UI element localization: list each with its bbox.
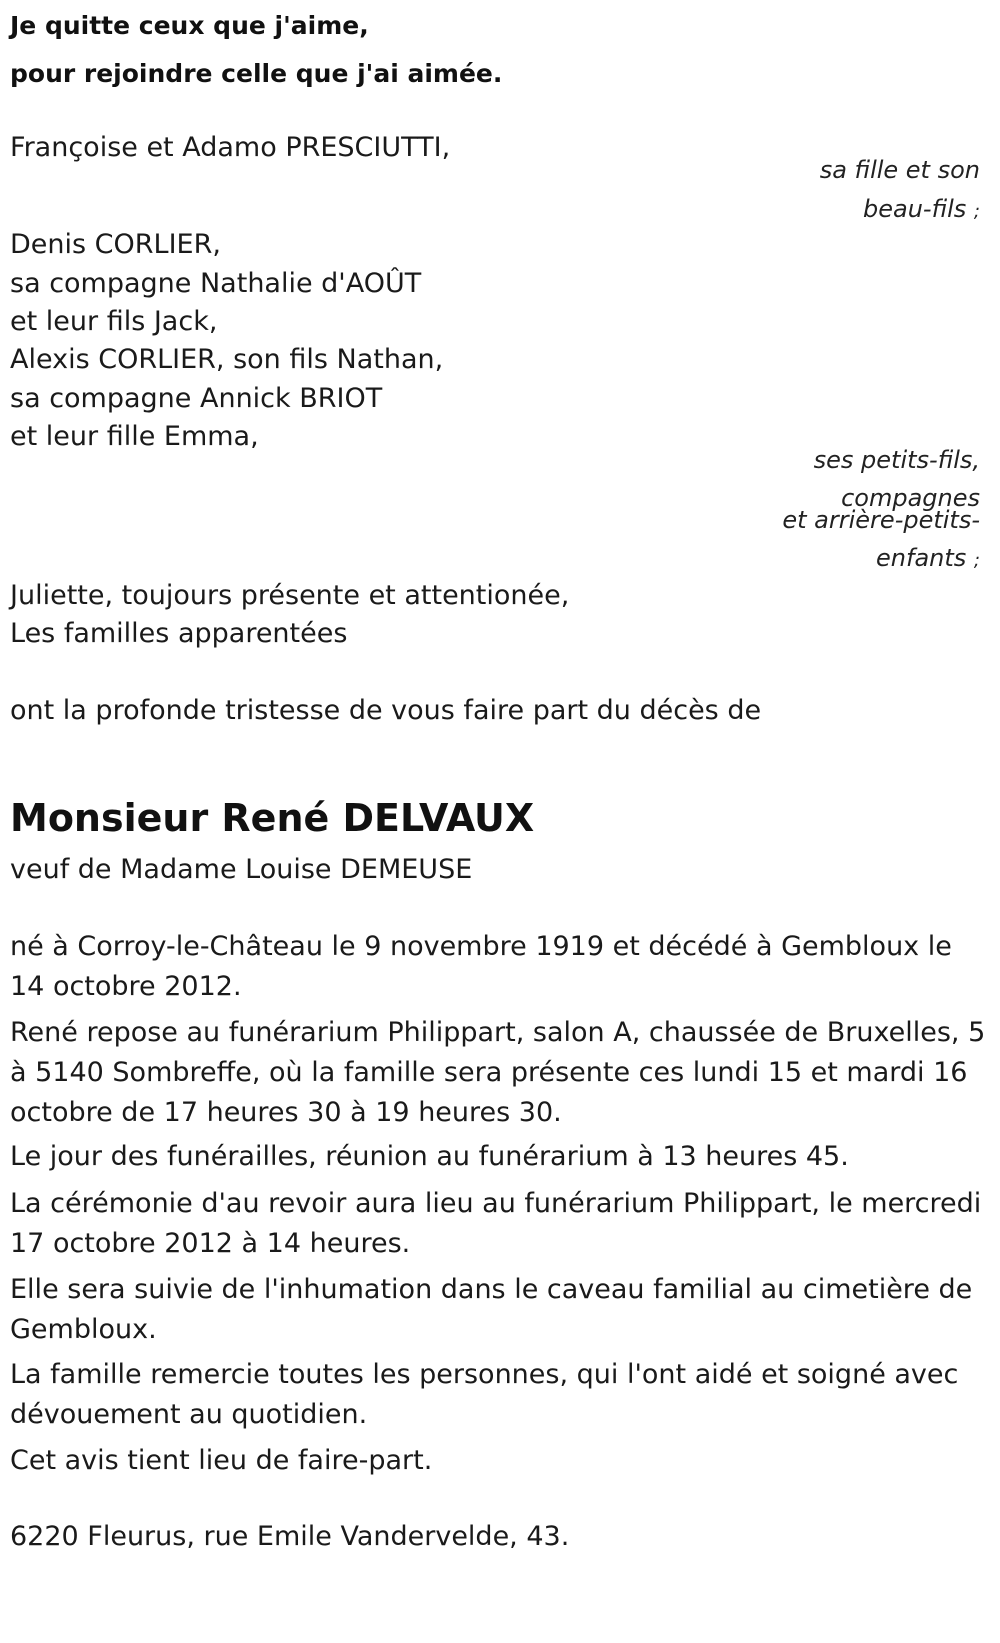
relation-group2-line-2: compagnes	[841, 484, 980, 512]
family-group2-line-2: sa compagne Nathalie d'AOÛT	[10, 268, 422, 299]
paragraph-funerarium: René repose au funérarium Philippart, salon A, chaussée de Bruxelles, 5 à 5140 Sombreffe, où la famille sera présente ces lundi 15 et mardi 16 octobre de 17 heures 30 à 19 heures 30.	[10, 1017, 986, 1128]
paragraph-burial: Elle sera suivie de l'inhumation dans le caveau familial au cimetière de Gembloux.	[10, 1274, 973, 1345]
motto-line-1: Je quitte ceux que j'aime,	[10, 11, 369, 40]
paragraph-notice: Cet avis tient lieu de faire-part.	[10, 1445, 433, 1476]
paragraph-thanks: La famille remercie toutes les personnes, qui l'ont aidé et soigné avec dévouement au quotidien.	[10, 1359, 959, 1430]
family-group2-line-4: Alexis CORLIER, son fils Nathan,	[10, 344, 444, 375]
family-group2-line-6: et leur fille Emma,	[10, 421, 259, 452]
announcement: ont la profonde tristesse de vous faire part du décès de	[10, 695, 762, 726]
family-group1-line-1: Françoise et Adamo PRESCIUTTI,	[10, 132, 451, 163]
relation-group2-line-4: enfants ;	[876, 544, 980, 572]
address: 6220 Fleurus, rue Emile Vandervelde, 43.	[10, 1521, 570, 1552]
widow-of: veuf de Madame Louise DEMEUSE	[10, 854, 473, 885]
family-group3-line-2: Les familles apparentées	[10, 618, 348, 649]
relation-group1-line-2: beau-fils ;	[863, 195, 980, 223]
motto-line-2: pour rejoindre celle que j'ai aimée.	[10, 59, 503, 88]
deceased-name: Monsieur René DELVAUX	[10, 796, 535, 840]
family-group3-line-1: Juliette, toujours présente et attentionée,	[10, 580, 570, 611]
relation-group1-line-1: sa fille et son	[819, 156, 980, 184]
family-group2-line-3: et leur fils Jack,	[10, 306, 218, 337]
paragraph-birth-death: né à Corroy-le-Château le 9 novembre 1919 et décédé à Gembloux le 14 octobre 2012.	[10, 931, 952, 1002]
family-group2-line-1: Denis CORLIER,	[10, 229, 221, 260]
relation-group2-line-1: ses petits-fils,	[813, 446, 980, 474]
paragraph-funeral-day: Le jour des funérailles, réunion au funérarium à 13 heures 45.	[10, 1141, 849, 1172]
relation-group2-line-3: et arrière-petits-	[782, 506, 980, 534]
family-group2-line-5: sa compagne Annick BRIOT	[10, 383, 383, 414]
paragraph-ceremony: La cérémonie d'au revoir aura lieu au funérarium Philippart, le mercredi 17 octobre 2012 à 14 heures.	[10, 1188, 982, 1259]
